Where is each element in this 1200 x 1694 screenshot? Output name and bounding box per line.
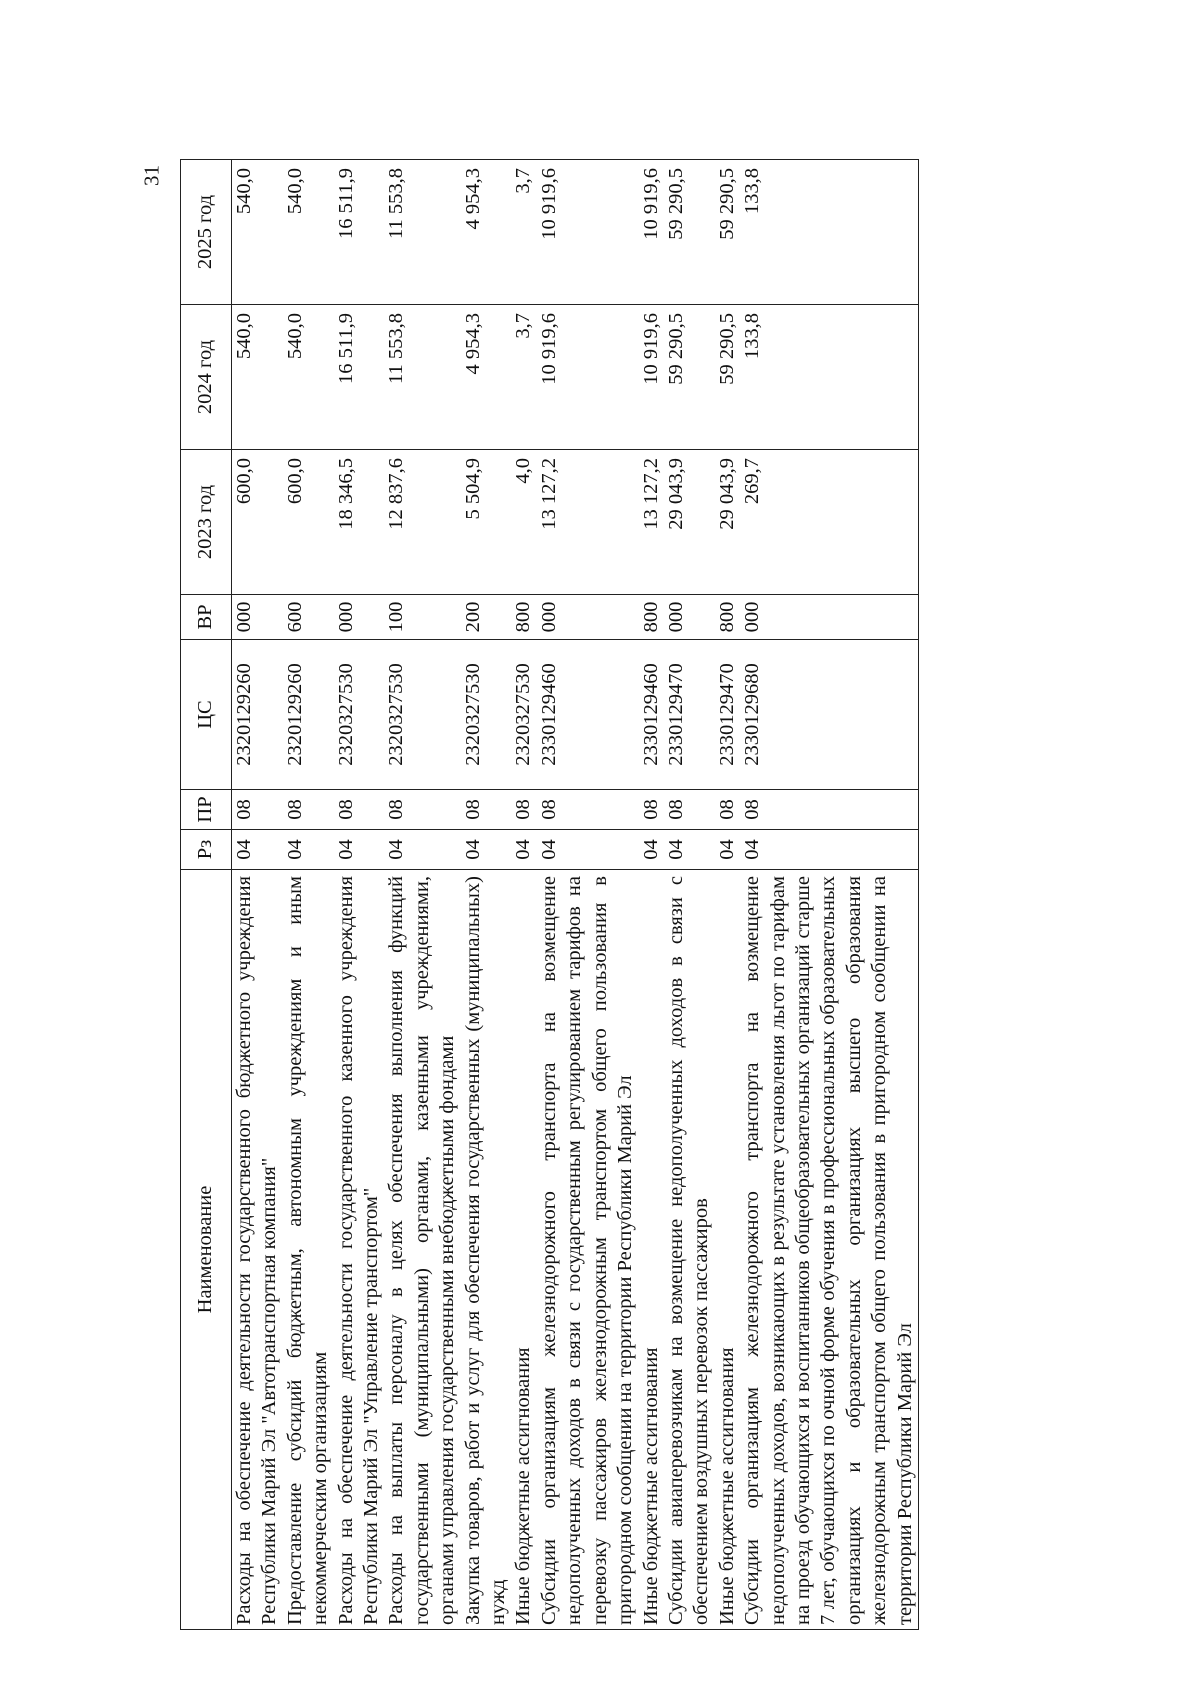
row-2023: 600,0: [232, 450, 283, 595]
row-2025: 4 954,3: [461, 160, 512, 305]
row-name: Иные бюджетные ассигнования: [715, 870, 740, 1630]
row-2023: 269,7: [740, 450, 918, 595]
header-vr: ВР: [181, 595, 232, 640]
rotated-table-wrapper: [180, 160, 1080, 1630]
row-cs: 2330129470: [715, 640, 740, 790]
row-name: Предоставление субсидий бюджетным, автономным учреждениям и иным некоммерческим организациям: [283, 870, 334, 1630]
row-vr: 100: [384, 595, 460, 640]
row-pr: 08: [232, 790, 283, 830]
row-2024: 540,0: [283, 305, 334, 450]
row-2023: 29 043,9: [715, 450, 740, 595]
row-cs: 2320327530: [461, 640, 512, 790]
row-pr: 08: [384, 790, 460, 830]
row-cs: 2320129260: [232, 640, 283, 790]
table-row: [334, 160, 385, 1630]
row-2025: 3,7: [511, 160, 536, 305]
row-rz: 04: [283, 830, 334, 870]
row-rz: 04: [334, 830, 385, 870]
row-cs: 2320327530: [511, 640, 536, 790]
row-pr: 08: [461, 790, 512, 830]
row-2023: 4,0: [511, 450, 536, 595]
row-rz: 04: [232, 830, 283, 870]
row-rz: 04: [740, 830, 918, 870]
row-rz: 04: [384, 830, 460, 870]
row-vr: 000: [232, 595, 283, 640]
row-cs: 2330129460: [537, 640, 639, 790]
row-2024: 3,7: [511, 305, 536, 450]
row-2025: 59 290,5: [715, 160, 740, 305]
row-2023: 18 346,5: [334, 450, 385, 595]
row-rz: 04: [511, 830, 536, 870]
row-rz: 04: [715, 830, 740, 870]
row-2025: 10 919,6: [639, 160, 664, 305]
header-cs: ЦС: [181, 640, 232, 790]
table-row: [461, 160, 512, 1630]
row-pr: 08: [283, 790, 334, 830]
row-cs: 2320327530: [384, 640, 460, 790]
row-pr: 08: [511, 790, 536, 830]
row-2025: 133,8: [740, 160, 918, 305]
header-2024: 2024 год: [181, 305, 232, 450]
row-2023: 13 127,2: [639, 450, 664, 595]
row-vr: 800: [715, 595, 740, 640]
row-name: Расходы на выплаты персоналу в целях обеспечения выполнения функций государственными (муниципальными) органами, казенными учреждениями, органами управления государственными внебюджетными фондами: [384, 870, 460, 1630]
row-vr: 600: [283, 595, 334, 640]
row-name: Субсидии организациям железнодорожного транспорта на возмещение недополученных доходов, возникающих в результате установления льгот по тарифам на проезд обучающихся и воспитанников общеобразовательных организаций старше 7 лет, обучающихся по очной форме обучения в профессиональных образовательных организациях и образовательных организациях высшего образования железнодорожным транспортом общего пользования в пригородном сообщении на территории Республики Марий Эл: [740, 870, 918, 1630]
row-name: Субсидии авиаперевозчикам на возмещение недополученных доходов в связи с обеспечением воздушных перевозок пассажиров: [664, 870, 715, 1630]
row-cs: 2330129470: [664, 640, 715, 790]
row-name: Иные бюджетные ассигнования: [639, 870, 664, 1630]
row-2023: 600,0: [283, 450, 334, 595]
row-2024: 540,0: [232, 305, 283, 450]
row-pr: 08: [740, 790, 918, 830]
header-rz: Рз: [181, 830, 232, 870]
row-rz: 04: [537, 830, 639, 870]
row-2024: 11 553,8: [384, 305, 460, 450]
row-2025: 540,0: [283, 160, 334, 305]
row-cs: 2330129460: [639, 640, 664, 790]
row-2025: 540,0: [232, 160, 283, 305]
row-pr: 08: [537, 790, 639, 830]
header-name: Наименование: [181, 870, 232, 1630]
header-2025: 2025 год: [181, 160, 232, 305]
row-2024: 16 511,9: [334, 305, 385, 450]
row-pr: 08: [639, 790, 664, 830]
table-header-row: [181, 160, 232, 1630]
page-number: 31: [139, 165, 164, 186]
row-name: Субсидии организациям железнодорожного транспорта на возмещение недополученных доходов в связи с государственным регулированием тарифов на перевозку пассажиров железнодорожным транспортом общего пользования в пригородном сообщении на территории Республики Марий Эл: [537, 870, 639, 1630]
row-2025: 16 511,9: [334, 160, 385, 305]
row-name: Закупка товаров, работ и услуг для обеспечения государственных (муниципальных) нужд: [461, 870, 512, 1630]
row-cs: 2330129680: [740, 640, 918, 790]
row-vr: 000: [664, 595, 715, 640]
row-2024: 59 290,5: [715, 305, 740, 450]
row-vr: 000: [334, 595, 385, 640]
row-pr: 08: [664, 790, 715, 830]
table-row: [232, 160, 283, 1630]
row-rz: 04: [461, 830, 512, 870]
table-row: [511, 160, 536, 1630]
row-cs: 2320327530: [334, 640, 385, 790]
row-2023: 5 504,9: [461, 450, 512, 595]
row-rz: 04: [664, 830, 715, 870]
row-2023: 12 837,6: [384, 450, 460, 595]
row-2024: 10 919,6: [639, 305, 664, 450]
row-2025: 11 553,8: [384, 160, 460, 305]
row-vr: 200: [461, 595, 512, 640]
row-2024: 59 290,5: [664, 305, 715, 450]
row-vr: 800: [639, 595, 664, 640]
header-pr: ПР: [181, 790, 232, 830]
row-vr: 000: [740, 595, 918, 640]
header-2023: 2023 год: [181, 450, 232, 595]
row-2025: 59 290,5: [664, 160, 715, 305]
row-name: Расходы на обеспечение деятельности государственного казенного учреждения Республики Марий Эл "Управление транспортом": [334, 870, 385, 1630]
table-row: [384, 160, 460, 1630]
row-2024: 10 919,6: [537, 305, 639, 450]
row-pr: 08: [715, 790, 740, 830]
table-body: [232, 160, 919, 1630]
row-2024: 133,8: [740, 305, 918, 450]
table-row: [715, 160, 740, 1630]
row-2025: 10 919,6: [537, 160, 639, 305]
row-2023: 13 127,2: [537, 450, 639, 595]
row-vr: 800: [511, 595, 536, 640]
budget-table: [180, 159, 919, 1630]
row-pr: 08: [334, 790, 385, 830]
row-rz: 04: [639, 830, 664, 870]
row-2023: 29 043,9: [664, 450, 715, 595]
row-vr: 000: [537, 595, 639, 640]
table-row: [664, 160, 715, 1630]
row-name: Иные бюджетные ассигнования: [511, 870, 536, 1630]
row-2024: 4 954,3: [461, 305, 512, 450]
row-name: Расходы на обеспечение деятельности государственного бюджетного учреждения Республики Марий Эл "Автотранспортная компания": [232, 870, 283, 1630]
table-row: [740, 160, 918, 1630]
table-row: [537, 160, 639, 1630]
table-row: [283, 160, 334, 1630]
row-cs: 2320129260: [283, 640, 334, 790]
table-row: [639, 160, 664, 1630]
